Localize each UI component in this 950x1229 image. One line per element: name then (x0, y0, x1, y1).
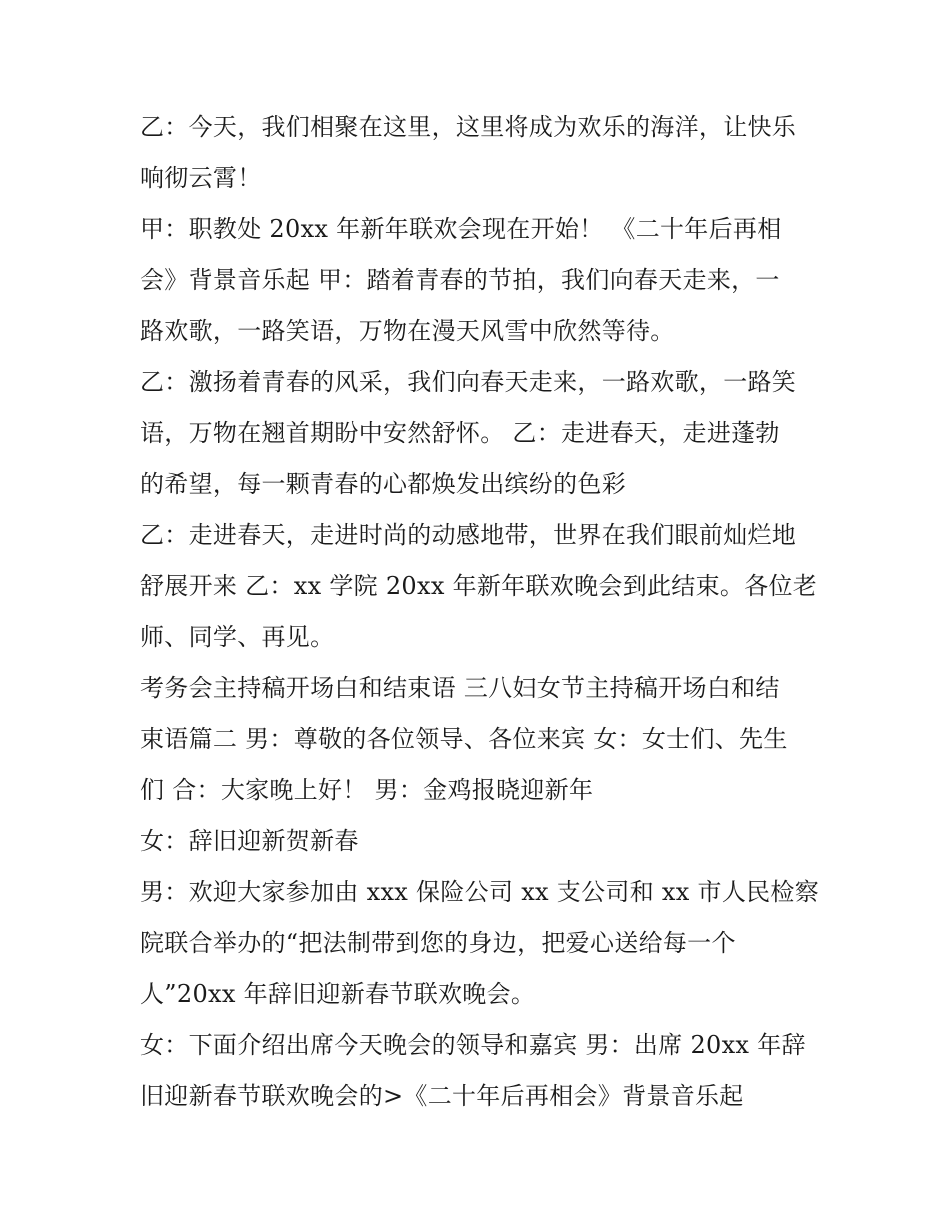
document-body (140, 102, 820, 1122)
text-line: 甲：职教处 20xx 年新年联欢会现在开始！ 《二十年后再相 (140, 215, 782, 243)
text-line: 响彻云霄！ (140, 164, 262, 192)
text-line: 旧迎新春节联欢晚会的>《二十年后再相会》背景音乐起 (140, 1082, 744, 1110)
text-line: 师、同学、再见。 (140, 623, 335, 651)
text-line: 语，万物在翘首期盼中安然舒怀。 乙：走进春天，走进蓬勃 (140, 419, 780, 447)
text-line: 考务会主持稿开场白和结束语 三八妇女节主持稿开场白和结 (140, 674, 780, 702)
text-line: 会》背景音乐起 甲：踏着青春的节拍，我们向春天走来，一 (140, 266, 780, 294)
text-line: 舒展开来 乙：xx 学院 20xx 年新年联欢晚会到此结束。各位老 (140, 572, 818, 600)
text-line: 男：欢迎大家参加由 xxx 保险公司 xx 支公司和 xx 市人民检察 (140, 878, 820, 906)
text-line: 人”20xx 年辞旧迎新春节联欢晚会。 (140, 980, 536, 1008)
text-line: 束语篇二 男：尊敬的各位领导、各位来宾 女：女士们、先生 (140, 725, 788, 753)
text-line: 路欢歌，一路笑语，万物在漫天风雪中欣然等待。 (140, 317, 675, 345)
text-line: 们 合：大家晚上好！ 男：金鸡报晓迎新年 (140, 776, 594, 804)
text-line: 院联合举办的“把法制带到您的身边，把爱心送给每一个 (140, 929, 736, 957)
text-line: 的希望，每一颗青春的心都焕发出缤纷的色彩 (140, 470, 626, 498)
text-line: 乙：激扬着青春的风采，我们向春天走来，一路欢歌，一路笑 (140, 368, 797, 396)
text-line: 乙：走进春天，走进时尚的动感地带，世界在我们眼前灿烂地 (140, 521, 797, 549)
text-line: 乙：今天，我们相聚在这里，这里将成为欢乐的海洋，让快乐 (140, 113, 797, 141)
text-line: 女：下面介绍出席今天晚会的领导和嘉宾 男：出席 20xx 年辞 (140, 1031, 806, 1059)
text-line: 女：辞旧迎新贺新春 (140, 827, 359, 855)
